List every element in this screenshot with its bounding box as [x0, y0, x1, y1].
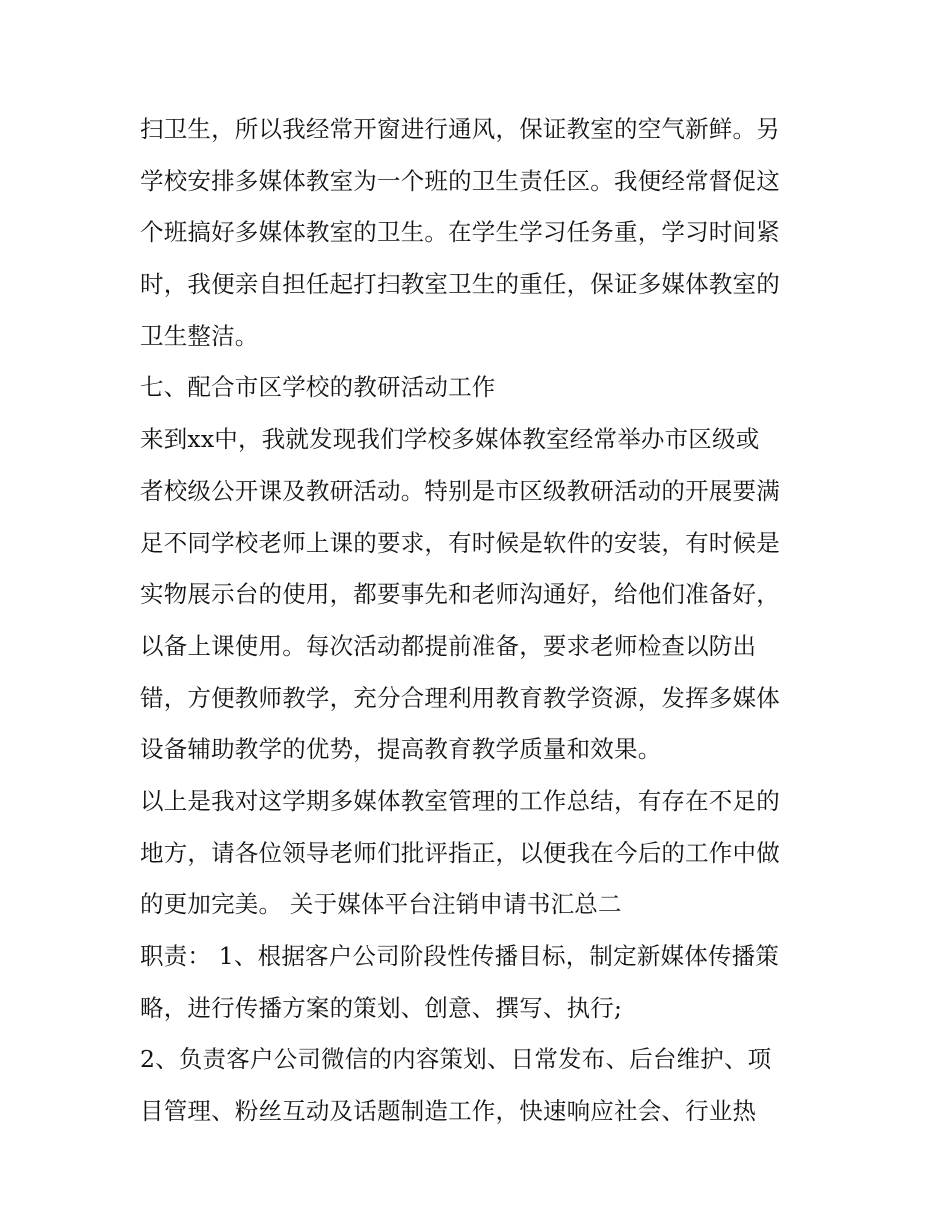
text-line-10: 实物展示台的使用，都要事先和老师沟通好，给他们准备好， — [140, 580, 780, 609]
text-line-12: 错，方便教师教学，充分合理利用教育教学资源，发挥多媒体 — [140, 683, 780, 712]
text-line-5: 卫生整洁。 — [140, 321, 259, 350]
text-line-14: 以上是我对这学期多媒体教室管理的工作总结，有存在不足的 — [140, 786, 780, 815]
text-line-2: 学校安排多媒体教室为一个班的卫生责任区。我便经常督促这 — [140, 166, 780, 195]
text-line-20: 目管理、粉丝互动及话题制造工作，快速响应社会、行业热 — [140, 1097, 757, 1126]
text-line-18: 略，进行传播方案的策划、创意、撰写、执行; — [140, 993, 623, 1022]
text-line-3: 个班搞好多媒体教室的卫生。在学生学习任务重，学习时间紧 — [140, 218, 780, 247]
text-line-4: 时，我便亲自担任起打扫教室卫生的重任，保证多媒体教室的 — [140, 270, 780, 299]
text-line-19: 2、负责客户公司微信的内容策划、日常发布、后台维护、项 — [140, 1045, 772, 1074]
text-line-9: 足不同学校老师上课的要求，有时候是软件的安装，有时候是 — [140, 528, 780, 557]
text-line-17: 职责： 1、根据客户公司阶段性传播目标，制定新媒体传播策 — [140, 942, 780, 970]
text-line-8: 者校级公开课及教研活动。特别是市区级教研活动的开展要满 — [140, 476, 780, 505]
text-line-1: 扫卫生，所以我经常开窗进行通风，保证教室的空气新鲜。另 — [140, 115, 780, 143]
text-line-15: 地方，请各位领导老师们批评指正，以便我在今后的工作中做 — [140, 838, 780, 867]
section-heading-7: 七、配合市区学校的教研活动工作 — [140, 373, 496, 402]
text-line-7: 来到xx中，我就发现我们学校多媒体教室经常举办市区级或 — [140, 425, 760, 454]
text-line-13: 设备辅助教学的优势，提高教育教学质量和效果。 — [140, 735, 662, 764]
document-body — [140, 104, 820, 1138]
text-line-16: 的更加完美。 关于媒体平台注销申请书汇总二 — [140, 890, 622, 919]
text-line-11: 以备上课使用。每次活动都提前准备，要求老师检查以防出 — [140, 631, 757, 660]
